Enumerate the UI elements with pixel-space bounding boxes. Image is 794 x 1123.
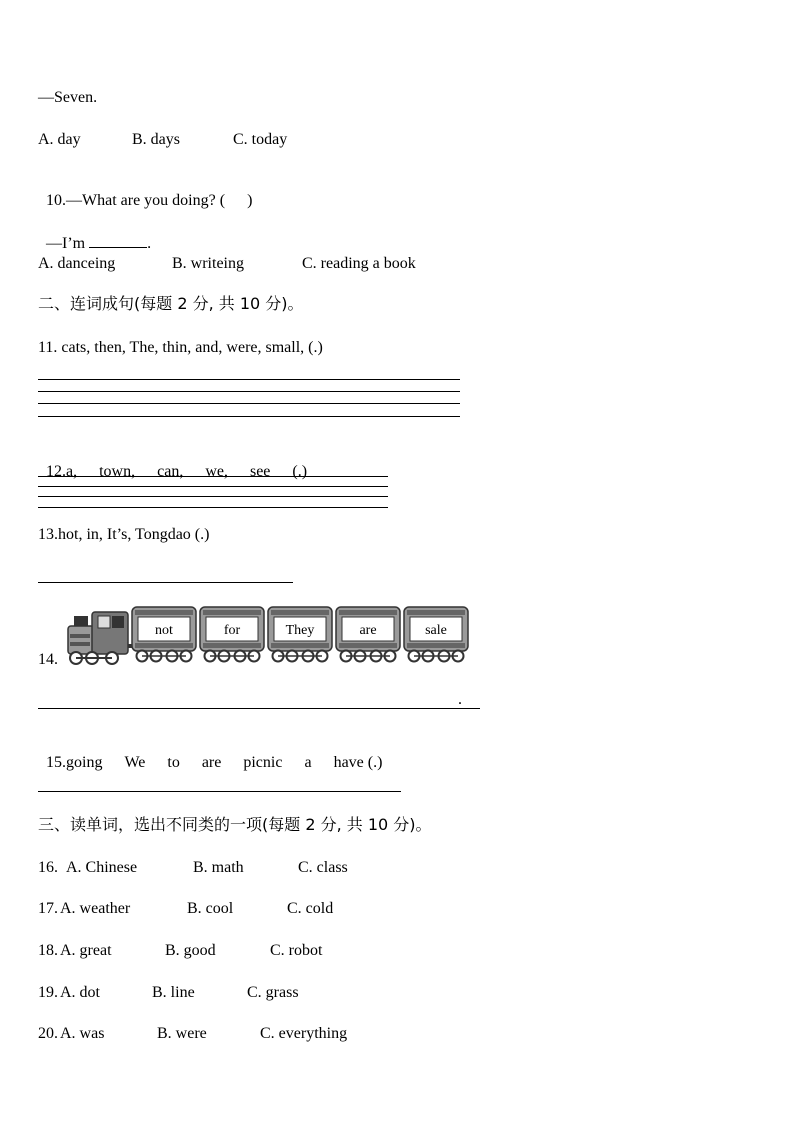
train-illustration bbox=[62, 604, 472, 668]
q13-answer-line bbox=[38, 582, 293, 583]
q15-word: going bbox=[66, 754, 103, 771]
q10-reply-prefix: —I’m bbox=[46, 235, 90, 252]
q12-answer-line-1 bbox=[38, 476, 388, 477]
q15-word: We bbox=[124, 754, 146, 771]
q10-option-a: A. danceing bbox=[38, 255, 116, 272]
q12-answer-line-2 bbox=[38, 486, 388, 487]
q9-option-b: B. days bbox=[132, 131, 180, 148]
q12-word: see bbox=[249, 463, 271, 480]
q19-option-c: C. grass bbox=[247, 984, 299, 1001]
q10-suffix: ) bbox=[247, 192, 253, 209]
q15-word: to bbox=[167, 754, 180, 771]
q11-answer-line-1 bbox=[38, 379, 460, 380]
q18-option-c: C. robot bbox=[270, 942, 323, 959]
q11-answer-line-2 bbox=[38, 391, 460, 392]
q12-number: 12. bbox=[46, 463, 66, 480]
q14-number: 14. bbox=[38, 651, 58, 668]
train-car bbox=[336, 607, 400, 662]
q15-word: a bbox=[304, 754, 312, 771]
q19-number: 19. bbox=[38, 984, 58, 1001]
q12-word: (.) bbox=[292, 463, 308, 480]
q16-option-c: C. class bbox=[298, 859, 348, 876]
q12-word: town, bbox=[99, 463, 136, 480]
train-car bbox=[200, 607, 264, 662]
section3-heading: 三、读单词，选出不同类的一项(每题 2 分, 共 10 分)。 bbox=[38, 815, 432, 834]
q20-option-b: B. were bbox=[157, 1025, 207, 1042]
train-car-word: sale bbox=[425, 623, 447, 638]
q12-answer-line-3 bbox=[38, 496, 388, 497]
q16-number: 16. bbox=[38, 859, 62, 876]
q17-option-b: B. cool bbox=[187, 900, 234, 917]
q20-option-c: C. everything bbox=[260, 1025, 348, 1042]
section2-heading: 二、连词成句(每题 2 分, 共 10 分)。 bbox=[38, 294, 304, 313]
train-car bbox=[404, 607, 468, 662]
q15-word: have (.) bbox=[333, 754, 383, 771]
q15-word: picnic bbox=[243, 754, 283, 771]
q12-word: a, bbox=[66, 463, 78, 480]
train-car-word: for bbox=[223, 623, 241, 638]
q9-option-a: A. day bbox=[38, 131, 81, 148]
q15-answer-line bbox=[38, 791, 401, 792]
q10-option-c: C. reading a book bbox=[302, 255, 416, 272]
q20-option-a: A. was bbox=[60, 1025, 105, 1042]
train-car-word: They bbox=[285, 623, 315, 638]
q18-number: 18. bbox=[38, 942, 58, 959]
q17-option-a: A. weather bbox=[60, 900, 131, 917]
q19-option-a: A. dot bbox=[60, 984, 100, 1001]
train-car-word: not bbox=[155, 623, 173, 638]
train-car-word: are bbox=[359, 623, 377, 638]
q18-option-b: B. good bbox=[165, 942, 216, 959]
q11-answer-line-4 bbox=[38, 416, 460, 417]
train-car bbox=[268, 607, 332, 662]
q16-option-a: A. Chinese bbox=[66, 859, 138, 876]
q18-option-a: A. great bbox=[60, 942, 112, 959]
q19-option-b: B. line bbox=[152, 984, 195, 1001]
q12-answer-line-4 bbox=[38, 507, 388, 508]
q17-number: 17. bbox=[38, 900, 58, 917]
q15-number: 15. bbox=[46, 754, 66, 771]
q11-answer-line-3 bbox=[38, 403, 460, 404]
q20-number: 20. bbox=[38, 1025, 58, 1042]
q10-reply-suffix: . bbox=[147, 235, 152, 252]
q14-end-mark: . bbox=[458, 691, 462, 708]
q12-word: we, bbox=[205, 463, 228, 480]
q11-prompt: 11. cats, then, The, thin, and, were, small, (.) bbox=[38, 339, 323, 356]
q13-prompt: 13.hot, in, It’s, Tongdao (.) bbox=[38, 526, 210, 543]
q12-word: can, bbox=[157, 463, 184, 480]
q15-word: are bbox=[201, 754, 222, 771]
q10-option-b: B. writeing bbox=[172, 255, 244, 272]
q9-answer: —Seven. bbox=[38, 89, 98, 106]
q10-prefix: 10.—What are you doing? ( bbox=[46, 192, 226, 209]
q14-answer-line bbox=[38, 708, 480, 709]
q10-reply bbox=[38, 213, 151, 254]
locomotive-icon bbox=[68, 612, 132, 664]
q16-option-b: B. math bbox=[193, 859, 244, 876]
q10-blank bbox=[89, 233, 147, 248]
q10-question bbox=[38, 171, 252, 211]
q15-prompt bbox=[38, 733, 382, 773]
q9-option-c: C. today bbox=[233, 131, 288, 148]
q17-option-c: C. cold bbox=[287, 900, 334, 917]
train-car bbox=[132, 607, 196, 662]
